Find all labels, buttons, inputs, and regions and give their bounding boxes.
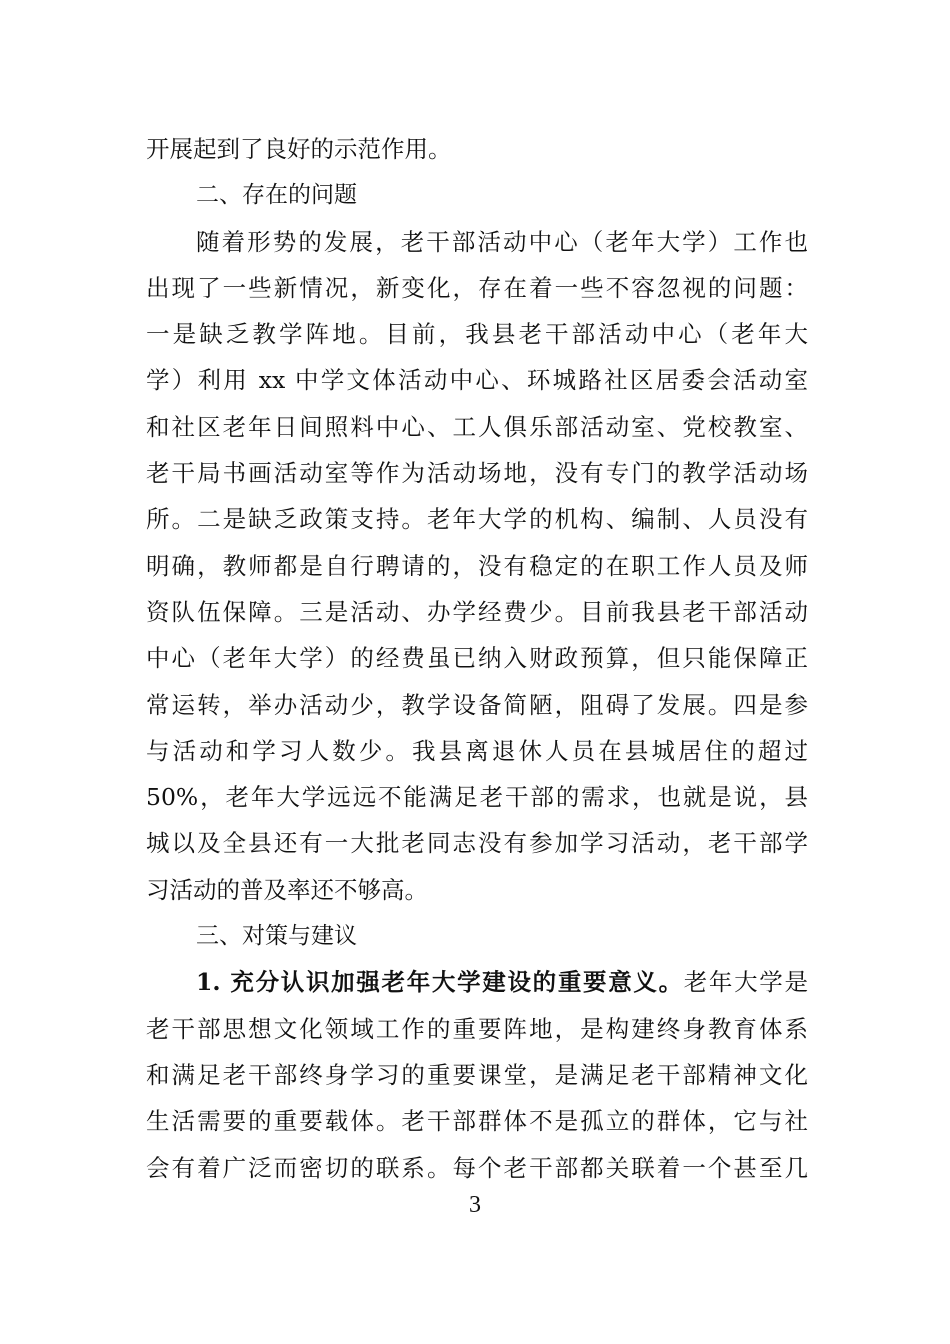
page-number: 3 <box>469 1192 481 1218</box>
paragraph-line: 生活需要的重要载体。老干部群体不是孤立的群体，它与社 <box>146 1107 808 1136</box>
paragraph-line: 老干局书画活动室等作为活动场地，没有专门的教学活动场 <box>146 459 808 488</box>
paragraph-line: 开展起到了良好的示范作用。 <box>146 135 452 163</box>
paragraph-line: 资队伍保障。三是活动、办学经费少。目前我县老干部活动 <box>146 597 808 626</box>
paragraph-line: 中心（老年大学）的经费虽已纳入财政预算，但只能保障正 <box>146 644 808 673</box>
section-heading-problems: 二、存在的问题 <box>196 182 357 209</box>
paragraph-line: 与活动和学习人数少。我县离退休人员在县城居住的超过 <box>146 736 808 765</box>
paragraph-line: 老干部思想文化领域工作的重要阵地，是构建终身教育体系 <box>146 1014 808 1043</box>
paragraph-line: 50%，老年大学远远不能满足老干部的需求，也就是说，县 <box>146 783 808 812</box>
paragraph-line: 习活动的普及率还不够高。 <box>146 875 428 904</box>
paragraph-line: 出现了一些新情况，新变化，存在着一些不容忽视的问题： <box>146 273 808 302</box>
paragraph-line: 随着形势的发展，老干部活动中心（老年大学）工作也 <box>196 227 808 256</box>
paragraph-line: 城以及全县还有一大批老同志没有参加学习活动，老干部学 <box>146 829 808 858</box>
paragraph-line: 明确，教师都是自行聘请的，没有稳定的在职工作人员及师 <box>146 551 808 580</box>
paragraph-line: 所。二是缺乏政策支持。老年大学的机构、编制、人员没有 <box>146 505 808 534</box>
paragraph-line: 会有着广泛而密切的联系。每个老干部都关联着一个甚至几 <box>146 1153 808 1182</box>
paragraph-line: 常运转，举办活动少，教学设备简陋，阻碍了发展。四是参 <box>146 690 808 719</box>
paragraph-line: 一是缺乏教学阵地。目前，我县老干部活动中心（老年大 <box>146 320 808 349</box>
paragraph-text: 老年大学是 <box>683 968 808 997</box>
section-heading-countermeasures: 三、对策与建议 <box>196 923 357 950</box>
paragraph-line-with-bold-lead <box>146 959 808 1005</box>
paragraph-line: 学）利用 xx 中学文体活动中心、环城路社区居委会活动室 <box>146 366 808 395</box>
document-body <box>146 126 808 1191</box>
paragraph-line: 和满足老干部终身学习的重要课堂，是满足老干部精神文化 <box>146 1060 808 1089</box>
bold-subheading: 1. 充分认识加强老年大学建设的重要意义。 <box>196 968 684 997</box>
paragraph-line: 和社区老年日间照料中心、工人俱乐部活动室、党校教室、 <box>146 412 808 441</box>
